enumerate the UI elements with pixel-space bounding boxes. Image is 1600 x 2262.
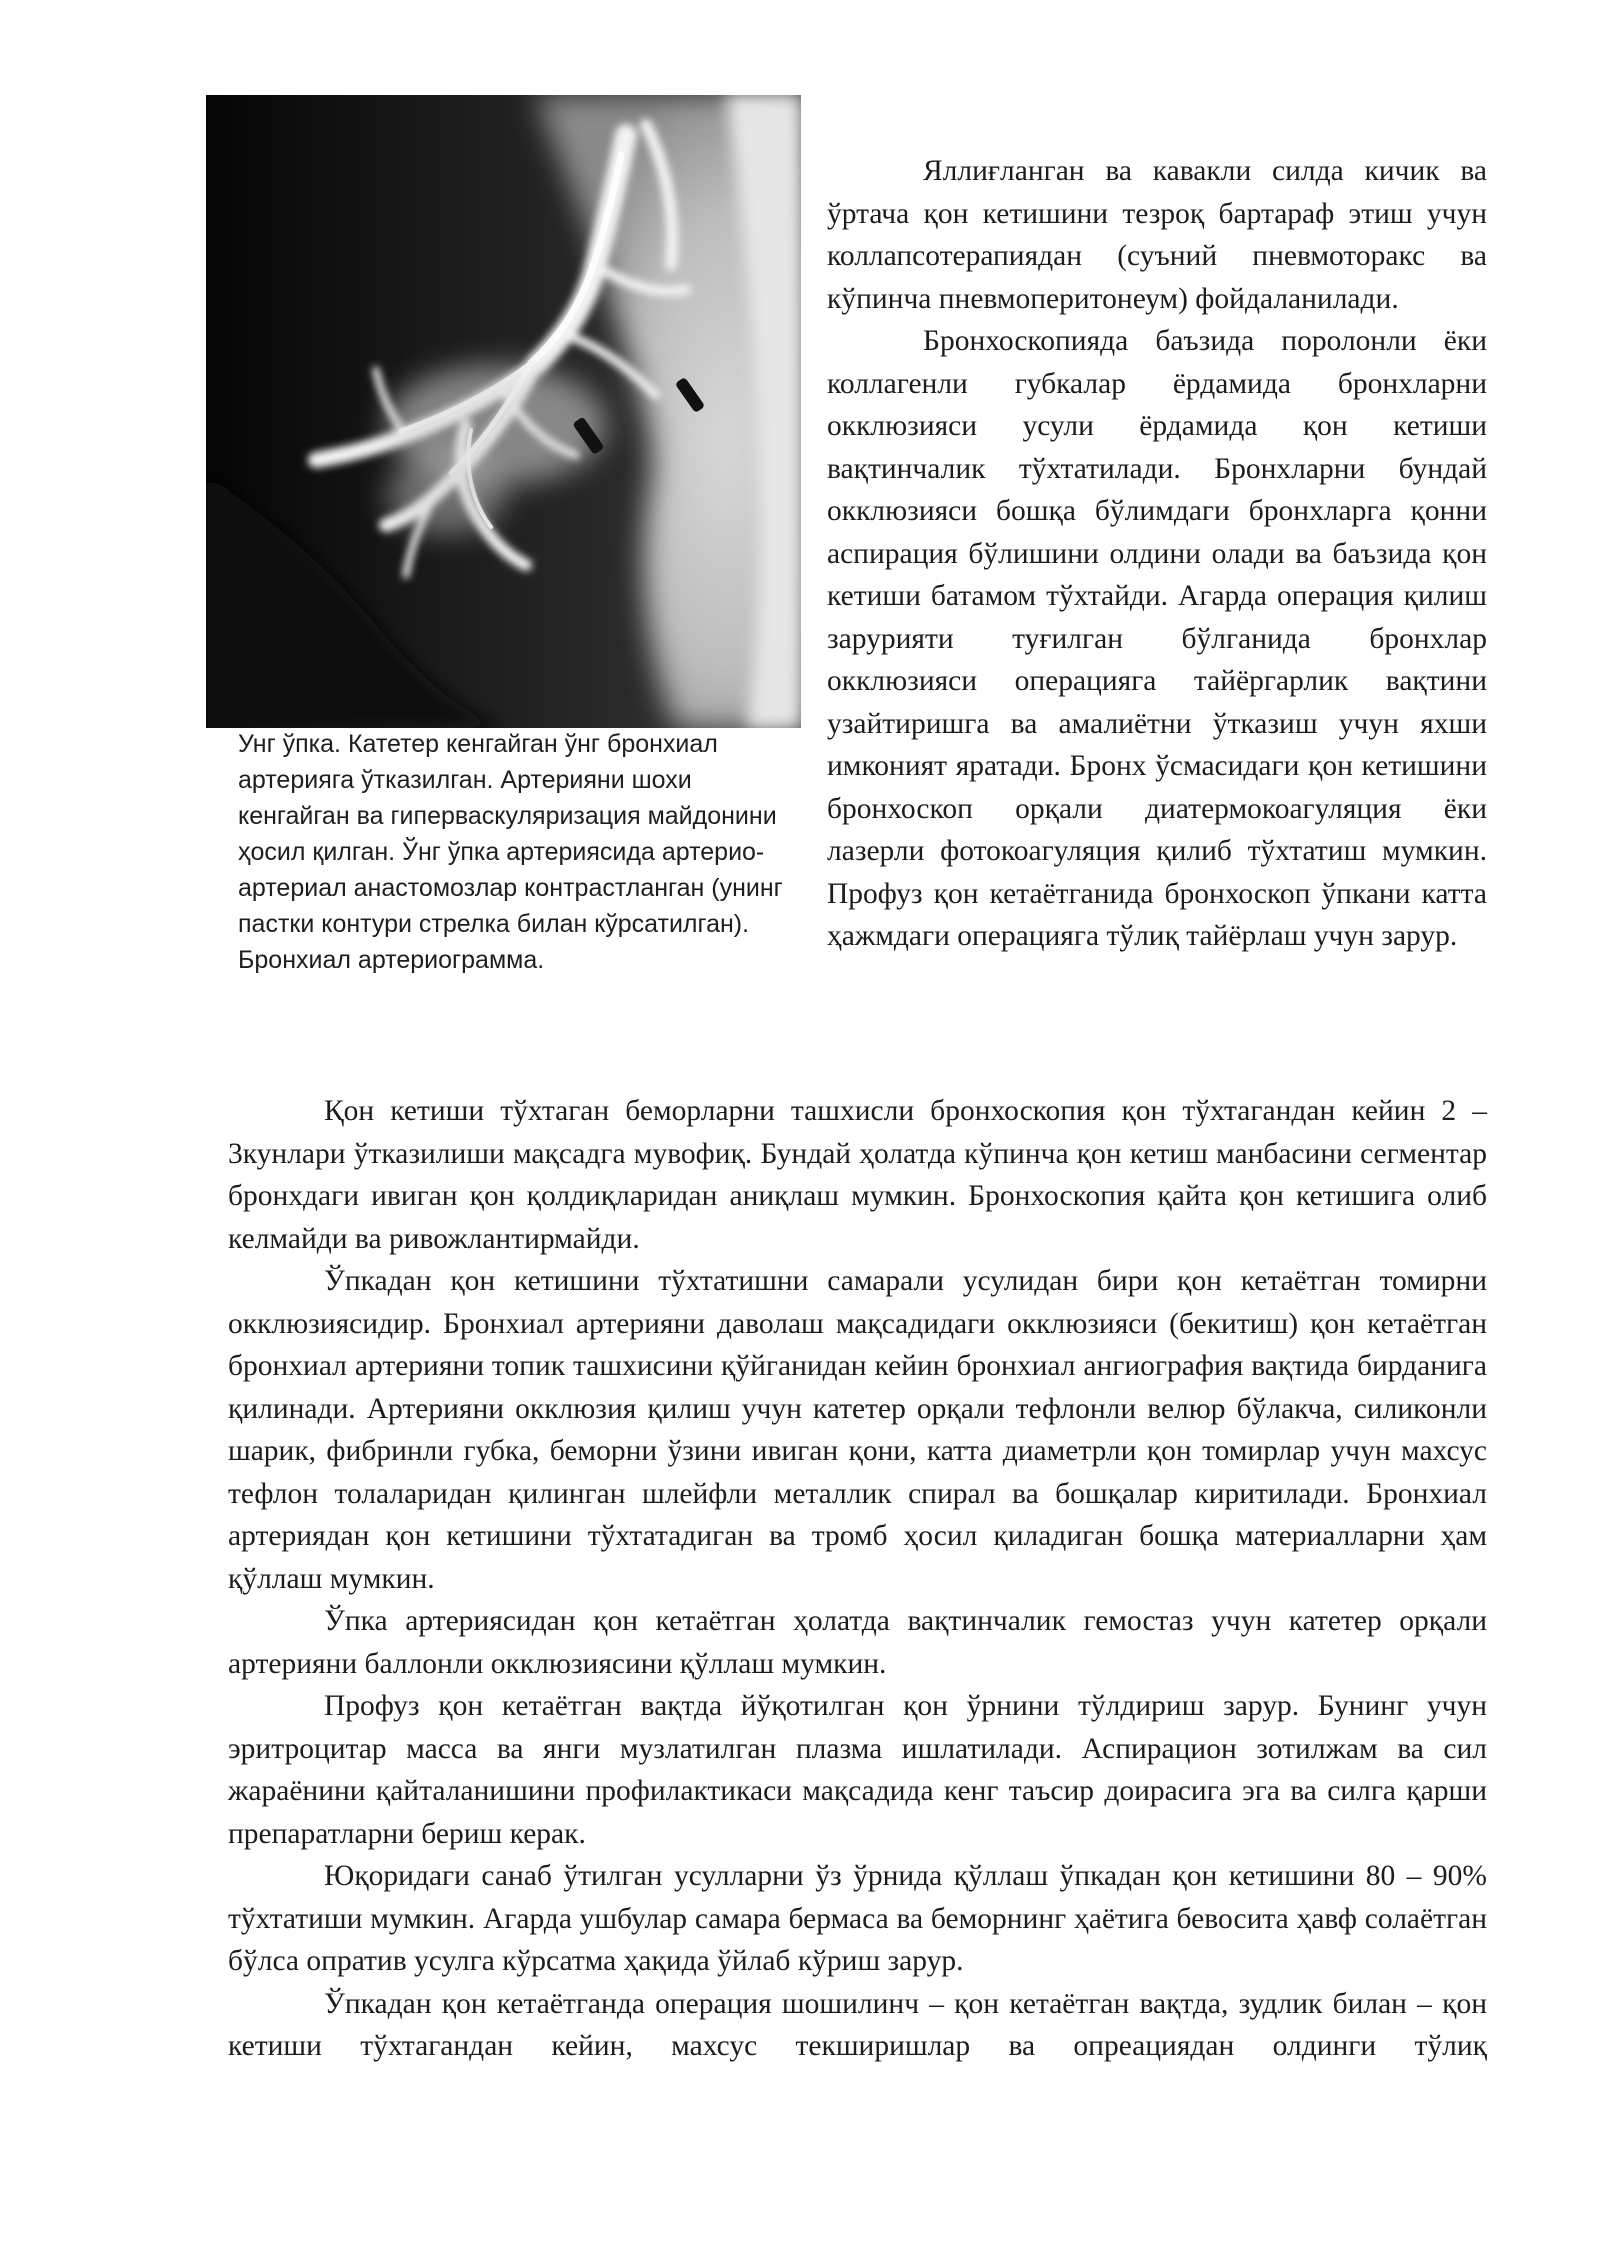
right-column-text — [827, 150, 1487, 958]
paragraph-bronchoscopy-occlusion: Бронхоскопияда баъзида поролонли ёки коллагенли губкалар ёрдамида бронхларни окклюзияси усули ёрдамида қон кетиши вақтинчалик тўхтатилади. Бронхларни бундай окклюзияси бошқа бўлимдаги бронхларга қонни аспирация бўлишини олдини олади ва баъзида қон кетиши батамом тўхтайди. Агарда операция қилиш зарурияти туғилган бўлганида бронхлар окклюзияси операцияга тайёргарлик вақтини узайтиришга ва амалиётни ўтказиш учун яхши имконият яратади. Бронх ўсмасидаги қон кетишини бронхоскоп орқали диатермокоагуляция ёки лазерли фотокоагуляция қилиб тўхтатиш мумкин. Профуз қон кетаётганида бронхоскоп ўпкани катта ҳажмдаги операцияга тўлиқ тайёрлаш учун зарур. — [827, 325, 1487, 952]
full-width-text — [228, 1090, 1487, 2068]
paragraph-collapse-therapy: Яллиғланган ва кавакли силда кичик ва ўртача қон кетишини тезроқ бартараф этиш учун коллапсотерапиядан (суъний пневмоторакс ва кўпинча пневмоперитонеум) фойдаланилади. — [827, 155, 1487, 315]
paragraph-effectiveness: Юқоридаги санаб ўтилган усулларни ўз ўрнида қўллаш ўпкадан қон кетишини 80 – 90% тўхтатиши мумкин. Агарда ушбулар самара бермаса ва беморнинг ҳаётига бевосита ҳавф солаётган бўлса опратив усулга кўрсатма ҳақида ўйлаб кўриш зарур. — [228, 1860, 1487, 1977]
xray-image — [206, 95, 801, 728]
figure-caption-text: Унг ўпка. Катетер кенгайган ўнг бронхиал артерияга ўтказилган. Артерияни шохи кенгайган ва гиперваскуляризация майдонини ҳосил қилган. Ўнг ўпка артериясида артерио-артериал анастомозлар контрастланган (унинг пастки контури стрелка билан кўрсатилган). Бронхиал артериограмма. — [238, 730, 783, 974]
paragraph-diagnostic-bronchoscopy: Қон кетиши тўхтаган беморларни ташхисли бронхоскопия қон тўхтагандан кейин 2 – 3кунлари ўтказилиши мақсадга мувофиқ. Бундай ҳолатда кўпинча қон кетиш манбасини сегментар бронхдаги ивиган қон қолдиқларидан аниқлаш мумкин. Бронхоскопия қайта қон кетишига олиб келмайди ва ривожлантирмайди. — [228, 1095, 1487, 1255]
paragraph-artery-occlusion: Ўпкадан қон кетишини тўхтатишни самарали усулидан бири қон кетаётган томирни окклюзиясидир. Бронхиал артерияни даволаш мақсадидаги окклюзияси (бекитиш) қон кетаётган бронхиал артерияни топик ташхисини қўйганидан кейин бронхиал ангиография вақтида бирданига қилинади. Артерияни окклюзия қилиш учун катетер орқали тефлонли велюр бўлакча, силиконли шарик, фибринли губка, беморни ўзини ивиган қони, катта диаметрли қон томирлар учун махсус тефлон толаларидан қилинган шлейфли металлик спирал ва бошқалар киритилади. Бронхиал артериядан қон кетишини тўхтатадиган ва тромб ҳосил қиладиган бошқа материалларни ҳам қўллаш мумкин. — [228, 1265, 1487, 1595]
paragraph-blood-replacement: Профуз қон кетаётган вақтда йўқотилган қон ўрнини тўлдириш зарур. Бунинг учун эритроцитар масса ва янги музлатилган плазма ишлатилади. Аспирацион зотилжам ва сил жараёнини қайталанишини профилактикаси мақсадида кенг таъсир доирасига эга ва силга қарши препаратларни бериш керак. — [228, 1690, 1487, 1850]
paragraph-surgery-timing: Ўпкадан қон кетаётганда операция шошилинч – қон кетаётган вақтда, зудлик билан – қон кетиши тўхтагандан кейин, махсус текширишлар ва опреациядан олдинги тўлиқ — [228, 1987, 1487, 2062]
figure-caption — [238, 726, 798, 978]
paragraph-balloon-occlusion: Ўпка артериясидан қон кетаётган ҳолатда вақтинчалик гемостаз учун катетер орқали артерияни баллонли окклюзиясини қўллаш мумкин. — [228, 1605, 1487, 1680]
